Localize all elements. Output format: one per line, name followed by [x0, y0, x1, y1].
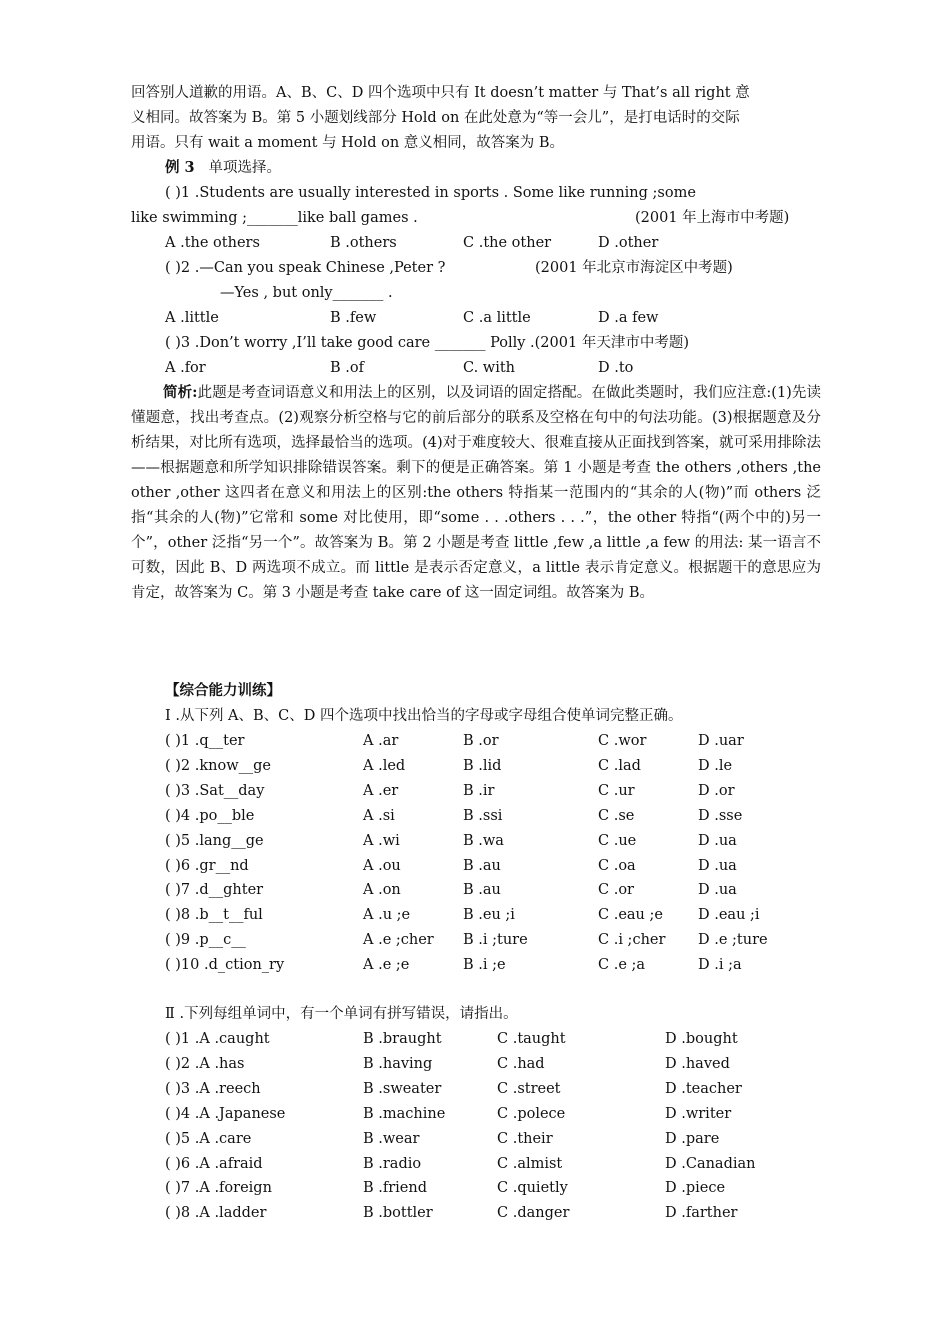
option-a: A .for [165, 360, 206, 376]
option-a: A .on [363, 882, 401, 899]
option-c: C .se [598, 807, 635, 824]
option-d: D .ua [698, 832, 737, 849]
question-row [165, 756, 785, 778]
question-2-line-2: —Yes , but only_______ . [220, 285, 393, 301]
option-c: C .their [497, 1130, 553, 1147]
question-row [165, 1154, 785, 1176]
option-d: D .teacher [665, 1080, 742, 1097]
option-d: D .eau ;i [698, 907, 760, 924]
option-d: D .uar [698, 733, 744, 749]
intro-line: 回答别人道歉的用语。A、B、C、D 四个选项中只有 It doesn’t matter 与 That’s all right 意 [131, 85, 750, 101]
option-c: C. with [463, 360, 516, 376]
question-row [165, 930, 785, 952]
question-stem: ( )2 .A .has [165, 1055, 245, 1072]
option-d: D .Canadian [665, 1155, 756, 1172]
question-row [165, 831, 785, 853]
option-d: D .farther [665, 1205, 738, 1222]
question-stem: ( )7 .A .foreign [165, 1180, 272, 1197]
option-b: B .few [330, 310, 377, 326]
option-b: B .others [330, 235, 397, 251]
question-stem: ( )1 .q__ter [165, 733, 245, 749]
question-row [165, 806, 785, 828]
question-2-options [165, 308, 765, 330]
question-stem: ( )8 .A .ladder [165, 1205, 267, 1222]
option-c: C .polece [497, 1105, 566, 1122]
example-heading [165, 158, 855, 180]
question-stem: ( )6 .gr__nd [165, 857, 249, 874]
option-c: C .lad [598, 757, 641, 774]
option-b: B .i ;e [463, 957, 506, 974]
option-b: B .or [463, 733, 499, 749]
option-a: A .u ;e [363, 907, 411, 924]
option-a: A .wi [363, 832, 400, 849]
option-d: D .le [698, 757, 733, 774]
question-stem: ( )9 .p__c__ [165, 932, 246, 949]
question-2-line-1 [165, 258, 855, 280]
option-b: B .ir [463, 782, 495, 799]
example-title: 单项选择。 [208, 160, 281, 176]
option-c: C .a little [463, 310, 531, 326]
option-a: A .er [363, 782, 399, 799]
option-d: D .e ;ture [698, 932, 768, 949]
option-d: D .ua [698, 857, 737, 874]
option-b: B .i ;ture [463, 932, 528, 949]
option-c: C .almist [497, 1155, 563, 1172]
question-row [165, 731, 785, 753]
question-1-options [165, 233, 765, 255]
question-row [165, 905, 785, 927]
question-stem: ( )7 .d__ghter [165, 882, 264, 899]
analysis-text: 此题是考查词语意义和用法上的区别，以及词语的固定搭配。在做此类题时，我们应注意:(1)先读懂题意，找出考查点。(2)观察分析空格与它的前后部分的联系及空格在句中的句法功能。(3)根据题意及分析结果，对比所有选项，选择最恰当的选项。(4)对于难度较大、很难直接从正面找到答案，就可采用排除法——根据题意和所学知识排除错误答案。剩下的便是正确答案。第 1 小题是考查 the others ,others ,the other ,other 这四者在意义和用法上的区别:the others 特指某一范围内的“其余的人(物)”而 others 泛指“其余的人(物)”它常和 some 对比使用，即“some . . .others . . .”，the other 特指“(两个中的)另一个”，other 泛指“另一个”。故答案为 B。第 2 小题是考查 little ,few ,a little ,a few 的用法: 某一语言不可数，因此 B、D 两选项不成立。而 little 是表示否定意义，a little 表示肯定意义。根据题干的意思应为肯定，故答案为 C。第 3 小题是考查 take care of 这一固定词组。故答案为 B。 [131, 385, 822, 601]
option-b: B .bottler [363, 1205, 433, 1222]
question-row [165, 1203, 785, 1225]
analysis-paragraph [131, 380, 821, 606]
question-row [165, 955, 785, 977]
option-a: A .led [363, 757, 406, 774]
example-label: 例 3 [165, 159, 195, 176]
question-row [165, 1129, 785, 1151]
option-d: D .ua [698, 882, 737, 899]
question-stem: ( )3 .Sat__day [165, 782, 265, 799]
option-d: D .i ;a [698, 957, 742, 974]
option-b: B .wa [463, 832, 504, 849]
question-stem: ( )8 .b__t__ful [165, 907, 263, 924]
question-row [165, 1029, 785, 1051]
question-stem: ( )5 .A .care [165, 1130, 252, 1147]
question-3-options [165, 358, 765, 380]
option-c: C .or [598, 882, 634, 899]
option-a: A .little [165, 310, 219, 326]
option-d: D .other [598, 235, 659, 251]
option-d: D .a few [598, 310, 659, 326]
question-stem: ( )2 .know__ge [165, 757, 271, 774]
question-1-text-end: like ball games . [297, 210, 418, 226]
option-b: B .au [463, 882, 501, 899]
option-b: B .wear [363, 1130, 420, 1147]
option-a: A .e ;e [363, 957, 410, 974]
option-c: C .ue [598, 832, 637, 849]
option-c: C .danger [497, 1205, 570, 1222]
question-row [165, 1178, 785, 1200]
question-2-text: ( )2 .—Can you speak Chinese ,Peter ? [165, 260, 446, 276]
analysis-label: 简析: [163, 384, 198, 401]
question-1-line-2 [131, 208, 821, 230]
option-b: B .machine [363, 1105, 446, 1122]
option-c: C .ur [598, 782, 635, 799]
option-d: D .to [598, 360, 634, 376]
option-c: C .the other [463, 235, 552, 251]
question-row [165, 1079, 785, 1101]
question-2-source: (2001 年北京市海淀区中考题) [535, 260, 733, 276]
option-c: C .oa [598, 857, 636, 874]
option-d: D .haved [665, 1055, 730, 1072]
option-b: B .friend [363, 1180, 428, 1197]
option-d: D .pare [665, 1130, 720, 1147]
question-stem: ( )4 .A .Japanese [165, 1105, 286, 1122]
intro-line: 义相同。故答案为 B。第 5 小题划线部分 Hold on 在此处意为“等一会儿”，是打电话时的交际 [131, 110, 740, 126]
option-c: C .had [497, 1055, 545, 1072]
option-a: A .the others [165, 235, 260, 251]
option-b: B .of [330, 360, 364, 376]
option-c: C .wor [598, 733, 647, 749]
question-row [165, 856, 785, 878]
question-1-blank: _______ [247, 210, 298, 226]
option-a: A .ou [363, 857, 401, 874]
question-stem: ( )5 .lang__ge [165, 832, 264, 849]
option-b: B .radio [363, 1155, 422, 1172]
question-stem: ( )4 .po__ble [165, 807, 255, 824]
question-row [165, 880, 785, 902]
option-b: B .ssi [463, 807, 503, 824]
option-b: B .au [463, 857, 501, 874]
option-c: C .eau ;e [598, 907, 663, 924]
part-1-instruction: Ⅰ .从下列 A、B、C、D 四个选项中找出恰当的字母或字母组合使单词完整正确。 [165, 708, 683, 724]
option-d: D .piece [665, 1180, 726, 1197]
question-3-line-1: ( )3 .Don’t worry ,I’ll take good care _______ Polly .(2001 年天津市中考题) [165, 335, 689, 351]
option-b: B .braught [363, 1031, 442, 1047]
question-row [165, 781, 785, 803]
option-c: C .quietly [497, 1180, 568, 1197]
question-stem: ( )6 .A .afraid [165, 1155, 263, 1172]
question-1-line-1: ( )1 .Students are usually interested in sports . Some like running ;some [165, 185, 696, 201]
option-c: C .i ;cher [598, 932, 666, 949]
option-b: B .eu ;i [463, 907, 515, 924]
option-d: D .bought [665, 1031, 738, 1047]
question-row [165, 1104, 785, 1126]
option-a: A .ar [363, 733, 399, 749]
question-row [165, 1054, 785, 1076]
question-stem: ( )3 .A .reech [165, 1080, 261, 1097]
option-a: A .e ;cher [363, 932, 434, 949]
intro-line: 用语。只有 wait a moment 与 Hold on 意义相同，故答案为 B。 [131, 135, 565, 151]
option-d: D .sse [698, 807, 743, 824]
question-1-source: (2001 年上海市中考题) [635, 210, 790, 226]
option-b: B .sweater [363, 1080, 442, 1097]
option-d: D .writer [665, 1105, 732, 1122]
option-c: C .street [497, 1080, 561, 1097]
option-c: C .taught [497, 1031, 566, 1047]
question-stem: ( )10 .d_ction_ry [165, 957, 285, 974]
option-c: C .e ;a [598, 957, 646, 974]
section-title: 【综合能力训练】 [165, 682, 281, 699]
option-d: D .or [698, 782, 735, 799]
question-1-text: like swimming ; [131, 210, 247, 226]
question-stem: ( )1 .A .caught [165, 1031, 270, 1047]
option-b: B .lid [463, 757, 502, 774]
part-2-instruction: Ⅱ .下列每组单词中，有一个单词有拼写错误，请指出。 [165, 1006, 518, 1022]
option-b: B .having [363, 1055, 433, 1072]
option-a: A .si [363, 807, 395, 824]
